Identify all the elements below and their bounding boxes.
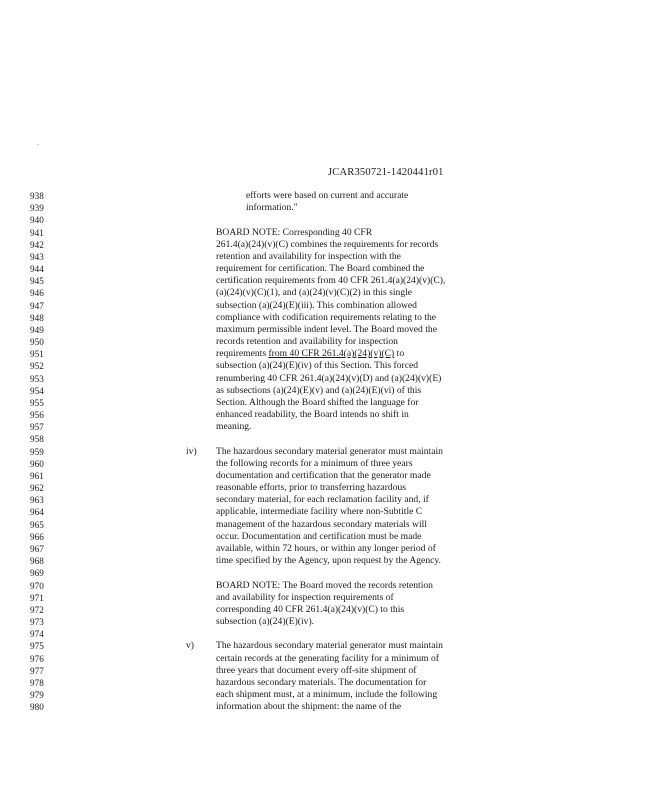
line-number: 970	[30, 580, 44, 591]
line-text: subsection (a)(24)(E)(iv) of this Section. This forced	[216, 360, 419, 372]
text-line	[0, 689, 671, 701]
line-number: 953	[30, 373, 44, 384]
line-number: 977	[30, 665, 44, 676]
text-line	[0, 360, 671, 372]
line-number: 969	[30, 568, 44, 579]
subsection-label: v)	[186, 640, 194, 652]
line-text: three years that document every off-site shipment of	[216, 664, 417, 676]
text-line	[0, 470, 671, 482]
text-line	[0, 665, 671, 677]
line-number: 950	[30, 337, 44, 348]
line-text: management of the hazardous secondary materials will	[216, 518, 427, 530]
line-number: 966	[30, 531, 44, 542]
text-line	[0, 373, 671, 385]
line-number: 957	[30, 422, 44, 433]
line-number: 951	[30, 349, 44, 360]
text-line	[0, 494, 671, 506]
line-number: 963	[30, 495, 44, 506]
line-text: subsection (a)(24)(E)(iv).	[216, 616, 315, 628]
line-text: corresponding 40 CFR 261.4(a)(24)(v)(C) to this	[216, 603, 405, 615]
text-line	[0, 227, 671, 239]
line-text: documentation and certification that the generator made	[216, 469, 431, 481]
line-text-tail: to	[394, 348, 405, 360]
line-text: information."	[246, 202, 298, 214]
line-number: 955	[30, 397, 44, 408]
text-line	[0, 275, 671, 287]
text-line	[0, 409, 671, 421]
line-text: 261.4(a)(24)(v)(C) combines the requirements for records	[216, 238, 439, 250]
line-number: 978	[30, 677, 44, 688]
line-number: 964	[30, 507, 44, 518]
line-number: 938	[30, 191, 44, 201]
line-number: 979	[30, 690, 44, 701]
line-text-lead: requirements	[216, 348, 269, 360]
text-line	[0, 519, 671, 531]
text-line	[0, 263, 671, 275]
line-number: 976	[30, 653, 44, 664]
line-text: applicable, intermediate facility where non-Subtitle C	[216, 506, 423, 518]
line-text: BOARD NOTE: The Board moved the records retention	[216, 579, 433, 591]
line-text: hazardous secondary materials. The documentation for	[216, 676, 427, 688]
text-line	[0, 336, 671, 348]
line-number: 940	[30, 215, 44, 226]
line-number: 960	[30, 458, 44, 469]
line-text: efforts were based on current and accurate	[246, 190, 409, 201]
line-number: 968	[30, 556, 44, 567]
text-line	[0, 701, 671, 713]
text-line	[0, 567, 671, 579]
text-line	[0, 287, 671, 299]
line-number: 958	[30, 434, 44, 445]
line-text: records retention and availability for inspection	[216, 336, 398, 348]
line-text: time specified by the Agency, upon request by the Agency.	[216, 555, 441, 567]
corner-mark: .	[37, 138, 39, 147]
text-line	[0, 190, 671, 202]
text-line	[0, 202, 671, 214]
line-number: 949	[30, 324, 44, 335]
line-number: 973	[30, 617, 44, 628]
line-number: 965	[30, 519, 44, 530]
line-text: certification requirements from 40 CFR 261.4(a)(24)(v)(C),	[216, 275, 446, 287]
text-line	[0, 312, 671, 324]
text-line	[0, 300, 671, 312]
text-line	[0, 616, 671, 628]
line-text: (a)(24)(v)(C)(1), and (a)(24)(v)(C)(2) in this single	[216, 287, 413, 299]
line-text: compliance with codification requirements relating to the	[216, 311, 437, 323]
text-line	[0, 397, 671, 409]
line-number: 948	[30, 312, 44, 323]
line-text: retention and availability for inspection with the	[216, 250, 401, 262]
text-line	[0, 531, 671, 543]
line-number: 939	[30, 203, 44, 214]
line-number: 962	[30, 483, 44, 494]
line-number: 947	[30, 300, 44, 311]
document-header-code: JCAR350721-1420441r01	[328, 167, 444, 178]
line-text: each shipment must, at a minimum, include the following	[216, 689, 438, 701]
line-number: 944	[30, 264, 44, 275]
text-line	[0, 421, 671, 433]
line-number: 967	[30, 543, 44, 554]
line-text	[216, 348, 404, 360]
text-line	[0, 446, 671, 458]
text-line	[0, 580, 671, 592]
line-number: 961	[30, 470, 44, 481]
text-line	[0, 433, 671, 445]
line-text: certain records at the generating facility for a minimum of	[216, 652, 439, 664]
text-line	[0, 214, 671, 226]
line-text: subsection (a)(24)(E)(iii). This combination allowed	[216, 299, 417, 311]
line-text: secondary material, for each reclamation facility and, if	[216, 494, 429, 506]
line-number: 954	[30, 385, 44, 396]
line-text: Section. Although the Board shifted the language for	[216, 396, 419, 408]
text-line	[0, 482, 671, 494]
line-text: BOARD NOTE: Corresponding 40 CFR	[216, 226, 373, 238]
line-number: 974	[30, 629, 44, 640]
line-text: information about the shipment: the name of the	[216, 701, 402, 713]
line-text: maximum permissible indent level. The Board moved the	[216, 323, 437, 335]
line-text: and availability for inspection requirements of	[216, 591, 394, 603]
text-line	[0, 458, 671, 470]
text-line	[0, 592, 671, 604]
line-number: 943	[30, 251, 44, 262]
text-line	[0, 628, 671, 640]
text-line	[0, 239, 671, 251]
line-text: The hazardous secondary material generator must maintain	[216, 445, 443, 457]
line-text: renumbering 40 CFR 261.4(a)(24)(v)(D) and (a)(24)(v)(E)	[216, 372, 442, 384]
underlined-insertion: from 40 CFR 261.4(a)(24)(v)(C)	[268, 348, 395, 360]
text-line	[0, 348, 671, 360]
line-number: 945	[30, 276, 44, 287]
line-text: enhanced readability, the Board intends no shift in	[216, 409, 409, 421]
line-text: occur. Documentation and certification must be made	[216, 530, 422, 542]
line-text: as subsections (a)(24)(E)(v) and (a)(24)(E)(vi) of this	[216, 384, 422, 396]
text-line	[0, 543, 671, 555]
line-number: 952	[30, 361, 44, 372]
text-line	[0, 555, 671, 567]
text-line	[0, 604, 671, 616]
text-line	[0, 324, 671, 336]
line-number: 972	[30, 604, 44, 615]
subsection-label: iv)	[186, 445, 197, 457]
text-line	[0, 251, 671, 263]
line-number: 942	[30, 239, 44, 250]
text-line	[0, 506, 671, 518]
text-line	[0, 677, 671, 689]
line-text: requirement for certification. The Board combined the	[216, 263, 425, 275]
line-number: 959	[30, 446, 44, 457]
text-line	[0, 385, 671, 397]
line-number: 956	[30, 410, 44, 421]
line-number: 946	[30, 288, 44, 299]
line-number: 971	[30, 592, 44, 603]
line-text: meaning.	[216, 421, 252, 433]
text-line	[0, 640, 671, 652]
text-line	[0, 653, 671, 665]
line-number: 941	[30, 227, 44, 238]
line-number: 980	[30, 702, 44, 713]
line-text: The hazardous secondary material generator must maintain	[216, 640, 443, 652]
line-text: reasonable efforts, prior to transferring hazardous	[216, 482, 407, 494]
numbered-text-body	[0, 190, 671, 713]
line-number: 975	[30, 641, 44, 652]
line-text: the following records for a minimum of three years	[216, 457, 413, 469]
line-text: available, within 72 hours, or within any longer period of	[216, 542, 436, 554]
